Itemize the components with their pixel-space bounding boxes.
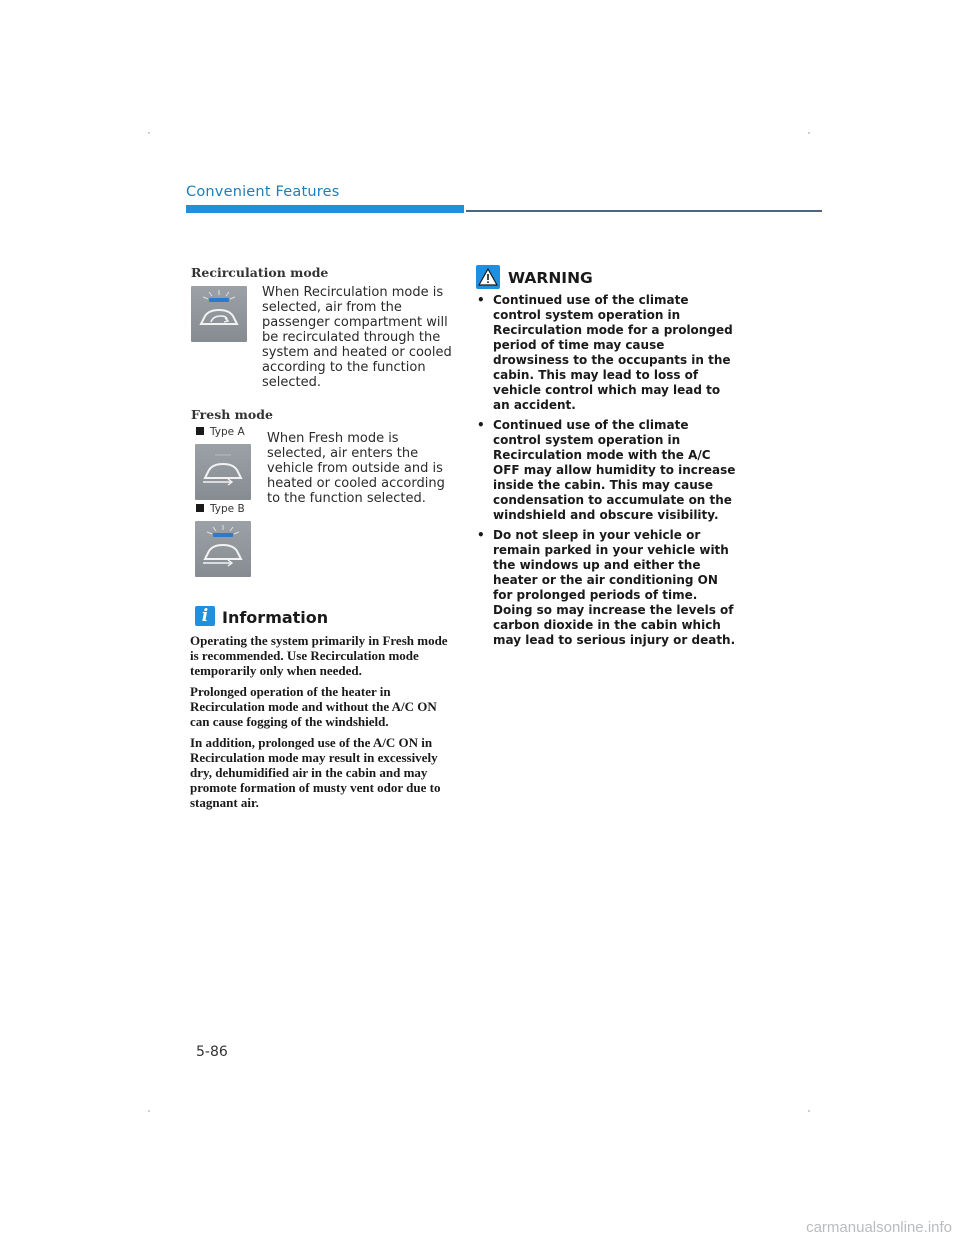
information-title: Information bbox=[222, 608, 329, 627]
fresh-type-b-icon bbox=[195, 521, 251, 577]
square-bullet-icon bbox=[196, 504, 204, 512]
recirculation-button-icon bbox=[191, 286, 247, 342]
information-paragraph: In addition, prolonged use of the A/C ON in Recirculation mode may result in excessively dry, dehumidified air in the cabin and may promote formation of musty vent odor due to stagnant air. bbox=[190, 735, 441, 810]
recirculation-description: When Recirculation mode is selected, air from the passenger compartment will be recirculated through the system and heated or cooled according to the function selected. bbox=[262, 285, 452, 390]
crop-mark bbox=[148, 132, 150, 134]
crop-mark bbox=[148, 1110, 150, 1112]
header-rule bbox=[466, 210, 822, 212]
type-b-label: Type B bbox=[196, 503, 245, 515]
type-a-label: Type A bbox=[196, 426, 245, 438]
information-icon: i bbox=[195, 606, 215, 626]
watermark-url[interactable]: carmanualsonline.info bbox=[806, 1219, 952, 1236]
warning-item: • Continued use of the climate control system operation in Recirculation mode with the A/C OFF may allow humidity to increase inside the cabin. This may cause condensation to accumulate on the windshield and obscure visibility. bbox=[477, 418, 736, 522]
information-body bbox=[190, 633, 448, 816]
crop-mark bbox=[808, 1110, 810, 1112]
crop-mark bbox=[808, 132, 810, 134]
section-title: Convenient Features bbox=[186, 184, 340, 200]
warning-item: • Continued use of the climate control system operation in Recirculation mode for a prolonged period of time may cause drowsiness to the occupants in the cabin. This may lead to loss of vehicle control which may lead to an accident. bbox=[477, 293, 733, 412]
fresh-description: When Fresh mode is selected, air enters the vehicle from outside and is heated or cooled according to the function selected. bbox=[267, 431, 445, 506]
warning-title: WARNING bbox=[508, 269, 593, 287]
page-number: 5-86 bbox=[196, 1044, 228, 1060]
warning-list bbox=[477, 293, 739, 653]
fresh-type-a-icon bbox=[195, 444, 251, 500]
square-bullet-icon bbox=[196, 427, 204, 435]
information-paragraph: Prolonged operation of the heater in Recirculation mode and without the A/C ON can cause fogging of the windshield. bbox=[190, 684, 437, 729]
warning-icon bbox=[476, 265, 500, 289]
fresh-heading: Fresh mode bbox=[191, 407, 273, 422]
information-paragraph: Operating the system primarily in Fresh mode is recommended. Use Recirculation mode temporarily only when needed. bbox=[190, 633, 448, 678]
warning-item: • Do not sleep in your vehicle or remain parked in your vehicle with the windows up and either the heater or the air conditioning ON for prolonged periods of time. Doing so may increase the levels of carbon dioxide in the cabin which may lead to serious injury or death. bbox=[477, 528, 736, 647]
header-accent-bar bbox=[186, 205, 464, 213]
recirculation-heading: Recirculation mode bbox=[191, 265, 329, 280]
